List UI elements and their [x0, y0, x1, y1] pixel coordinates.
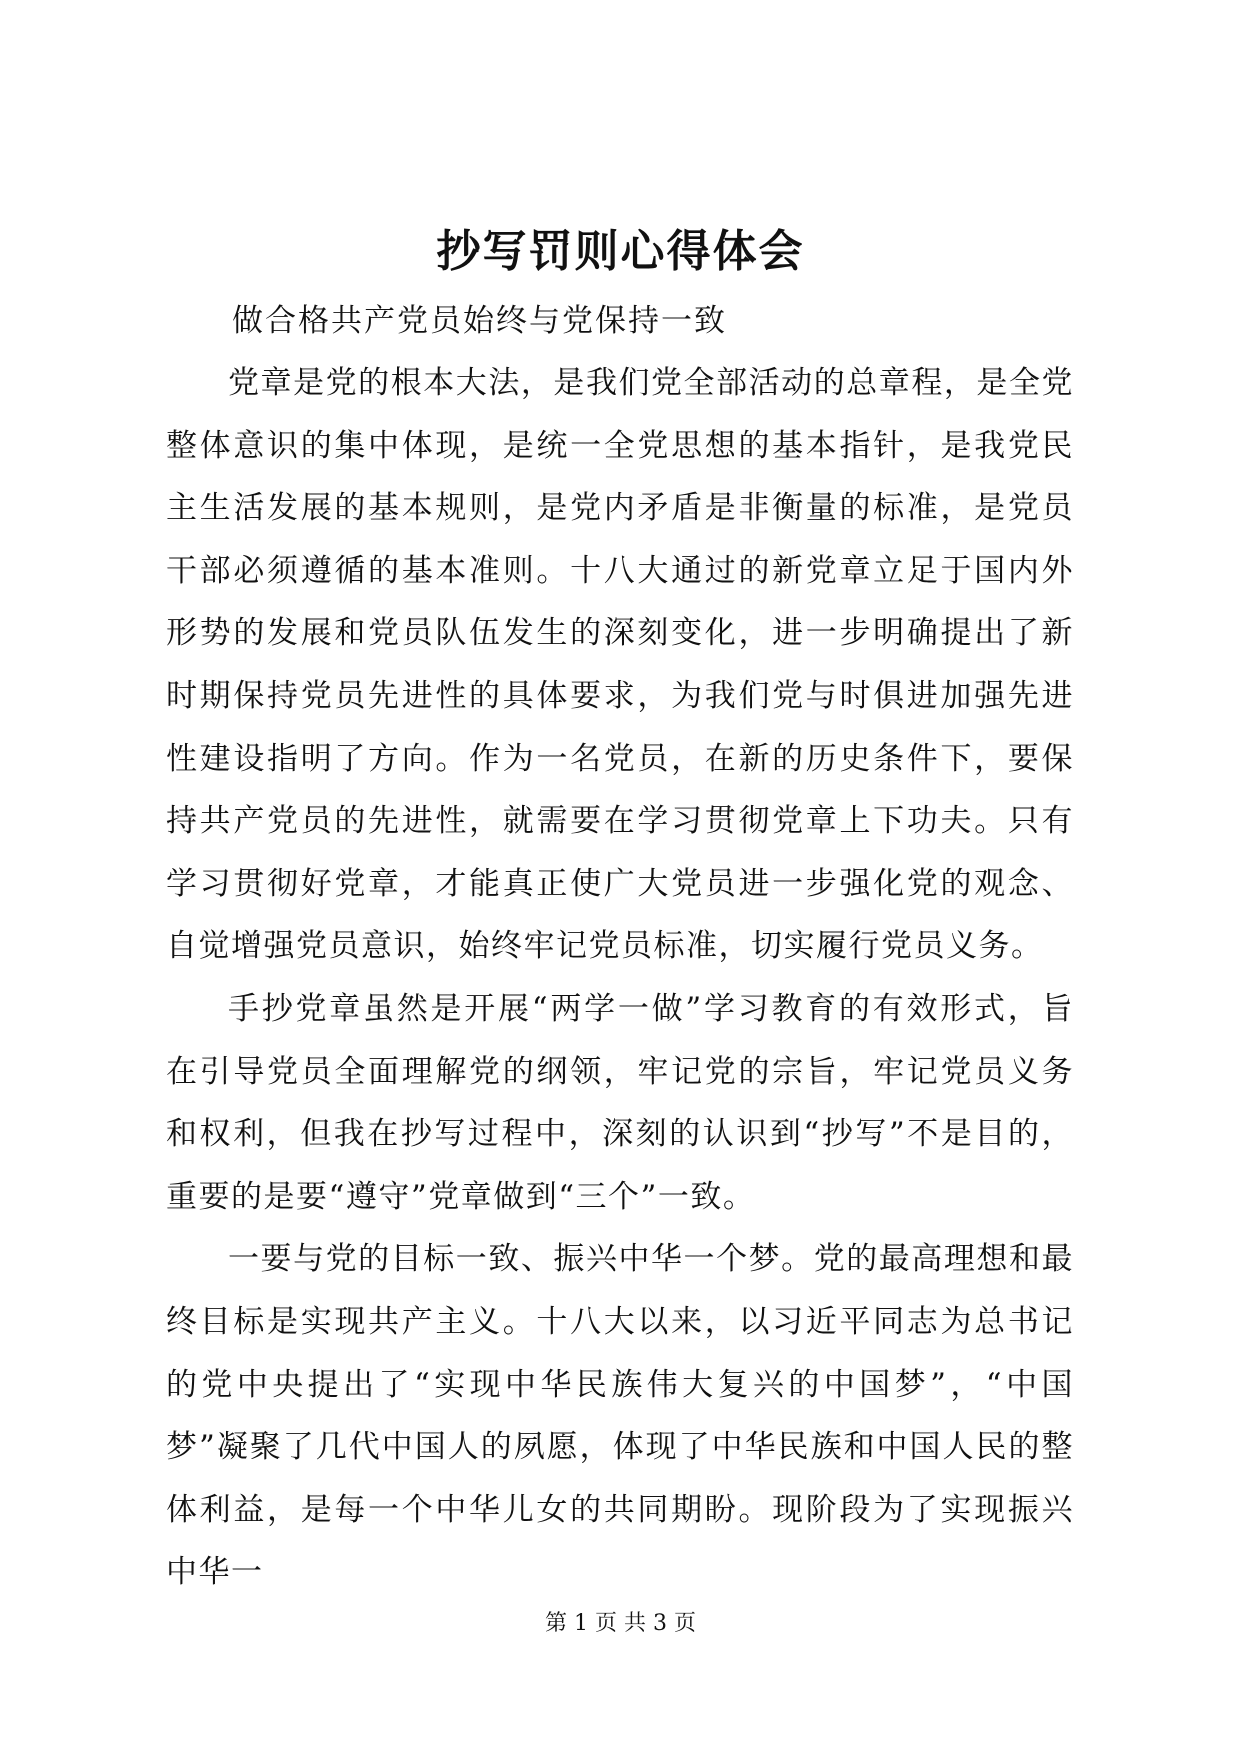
paragraph: 一要与党的目标一致、振兴中华一个梦。党的最高理想和最终目标是实现共产主义。十八大以来，以习近平同志为总书记的党中央提出了“实现中华民族伟大复兴的中国梦”，“中国梦”凝聚了几代中国人的夙愿，体现了中华民族和中国人民的整体利益，是每一个中华儿女的共同期盼。现阶段为了实现振兴中华一 — [166, 1241, 1074, 1591]
paragraph: 党章是党的根本大法，是我们党全部活动的总章程，是全党整体意识的集中体现，是统一全党思想的基本指针，是我党民主生活发展的基本规则，是党内矛盾是非衡量的标准，是党员干部必须遵循的基本准则。十八大通过的新党章立足于国内外形势的发展和党员队伍发生的深刻变化，进一步明确提出了新时期保持党员先进性的具体要求，为我们党与时俱进加强先进性建设指明了方向。作为一名党员，在新的历史条件下，要保持共产党员的先进性，就需要在学习贯彻党章上下功夫。只有学习贯彻好党章，才能真正使广大党员进一步强化党的观念、自觉增强党员意识，始终牢记党员标准，切实履行党员义务。 — [166, 365, 1074, 965]
paragraph: 手抄党章虽然是开展“两学一做”学习教育的有效形式，旨在引导党员全面理解党的纲领，牢记党的宗旨，牢记党员义务和权利，但我在抄写过程中，深刻的认识到“抄写”不是目的，重要的是要“遵守”党章做到“三个”一致。 — [166, 990, 1074, 1215]
document-title: 抄写罚则心得体会 — [436, 226, 805, 277]
page-footer: 第 1 页 共 3 页 — [545, 1611, 696, 1636]
document-body — [166, 352, 1074, 1604]
document-subtitle: 做合格共产党员始终与党保持一致 — [232, 303, 727, 339]
